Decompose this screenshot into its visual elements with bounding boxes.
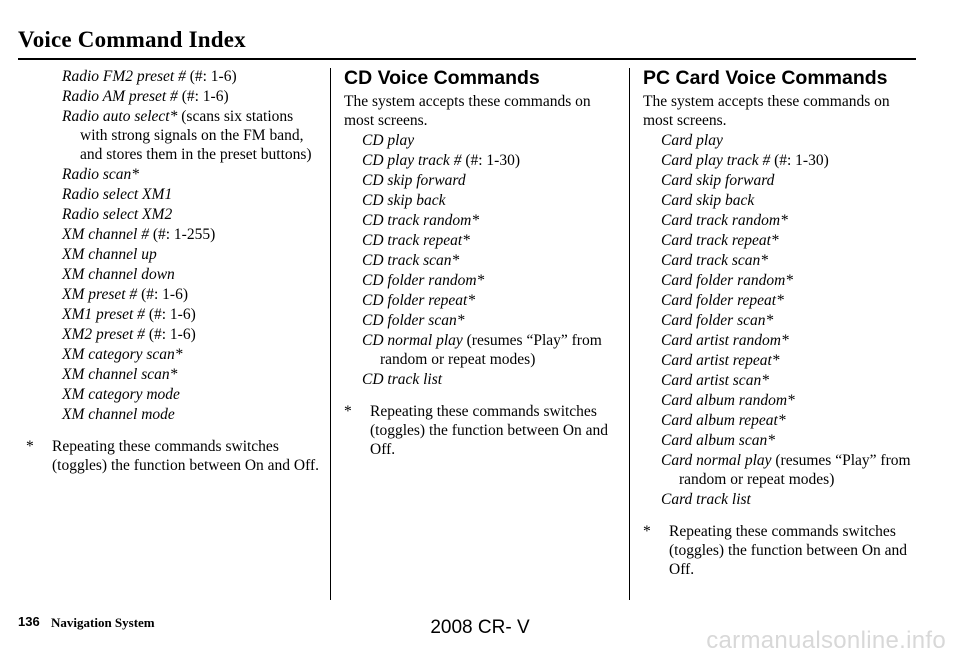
- command-name: Card album repeat*: [661, 412, 786, 429]
- command-item: [661, 351, 919, 370]
- title-rule: [18, 58, 916, 60]
- command-name: XM category mode: [62, 386, 180, 403]
- command-note: (#: 1-6): [144, 326, 196, 343]
- command-note: (#: 1-30): [461, 152, 520, 169]
- command-item: [661, 231, 919, 250]
- command-name: Card track repeat*: [661, 232, 779, 249]
- command-item: [44, 285, 320, 304]
- command-name: Radio scan*: [62, 166, 140, 183]
- command-name: Card play: [661, 132, 723, 149]
- command-item: [661, 371, 919, 390]
- command-item: [661, 431, 919, 450]
- column-divider: [330, 68, 331, 600]
- command-name: XM channel down: [62, 266, 175, 283]
- column-pc-card-commands: [643, 66, 919, 579]
- command-item: [661, 451, 919, 489]
- command-item: [44, 245, 320, 264]
- command-name: Card track list: [661, 491, 751, 508]
- footer-section-label: Navigation System: [51, 615, 155, 630]
- command-note: (#: 1-6): [177, 88, 229, 105]
- command-item: [661, 211, 919, 230]
- command-name: Card play track #: [661, 152, 771, 169]
- command-item: [44, 165, 320, 184]
- command-list: [362, 131, 620, 389]
- command-item: [362, 311, 620, 330]
- command-name: Card folder random*: [661, 272, 794, 289]
- command-note: (scans six stations with strong signals on the FM band, and stores them in the preset buttons): [80, 108, 312, 163]
- command-item: [661, 171, 919, 190]
- command-name: Card skip back: [661, 192, 755, 209]
- command-item: [362, 331, 620, 369]
- command-note: (resumes “Play” from random or repeat modes): [380, 332, 602, 368]
- command-name: CD track list: [362, 371, 443, 388]
- command-list: [62, 67, 320, 424]
- command-item: [44, 345, 320, 364]
- command-note: (#: 1-255): [148, 226, 216, 243]
- command-name: Radio FM2 preset #: [62, 68, 186, 85]
- command-name: XM category scan*: [62, 346, 183, 363]
- command-note: (resumes “Play” from random or repeat modes): [679, 452, 911, 488]
- footnote: [26, 437, 320, 475]
- footnote-text: Repeating these commands switches (toggles) the function between On and Off.: [669, 523, 908, 578]
- command-name: XM channel up: [62, 246, 157, 263]
- section-intro: The system accepts these commands on most screens.: [344, 93, 591, 129]
- command-item: [44, 265, 320, 284]
- command-item: [44, 205, 320, 224]
- command-name: XM2 preset #: [62, 326, 145, 343]
- command-name: CD skip back: [362, 192, 446, 209]
- command-item: [661, 391, 919, 410]
- footnote-marker: *: [344, 403, 352, 420]
- command-name: Card track random*: [661, 212, 788, 229]
- command-item: [362, 231, 620, 250]
- command-name: Card album scan*: [661, 432, 775, 449]
- command-item: [44, 305, 320, 324]
- command-item: [661, 490, 919, 509]
- command-item: [44, 385, 320, 404]
- command-name: Card artist scan*: [661, 372, 769, 389]
- command-name: Radio select XM2: [62, 206, 173, 223]
- command-name: Radio AM preset #: [62, 88, 178, 105]
- command-item: [661, 291, 919, 310]
- command-name: Radio auto select*: [62, 108, 178, 125]
- command-item: [362, 271, 620, 290]
- section-heading-cd: CD Voice Commands: [344, 67, 540, 89]
- command-note: (#: 1-6): [144, 306, 196, 323]
- page-title: Voice Command Index: [18, 27, 246, 52]
- command-item: [44, 67, 320, 86]
- command-item: [44, 185, 320, 204]
- command-item: [661, 131, 919, 150]
- footnote-text: Repeating these commands switches (toggles) the function between On and Off.: [52, 438, 320, 474]
- command-list: [661, 131, 919, 509]
- column-divider: [629, 68, 630, 600]
- command-name: Card artist random*: [661, 332, 789, 349]
- command-note: (#: 1-6): [137, 286, 188, 303]
- command-name: Card artist repeat*: [661, 352, 780, 369]
- command-item: [661, 271, 919, 290]
- model-watermark: 2008 CR- V: [430, 617, 530, 638]
- command-item: [362, 370, 620, 389]
- command-name: CD folder repeat*: [362, 292, 476, 309]
- footnote-text: Repeating these commands switches (toggles) the function between On and Off.: [370, 403, 609, 458]
- command-item: [362, 211, 620, 230]
- command-item: [661, 151, 919, 170]
- command-item: [661, 251, 919, 270]
- command-name: Card album random*: [661, 392, 795, 409]
- footnote-marker: *: [643, 523, 651, 540]
- command-name: Card folder scan*: [661, 312, 774, 329]
- command-name: Card normal play: [661, 452, 772, 469]
- command-name: CD play: [362, 132, 415, 149]
- command-name: CD skip forward: [362, 172, 466, 189]
- footnote: [344, 402, 620, 459]
- command-name: XM preset #: [62, 286, 138, 303]
- site-watermark: carmanualsonline.info: [706, 627, 946, 654]
- command-item: [44, 225, 320, 244]
- column-radio-xm: [26, 66, 320, 475]
- command-item: [661, 311, 919, 330]
- command-item: [362, 291, 620, 310]
- command-name: Radio select XM1: [62, 186, 173, 203]
- command-item: [44, 405, 320, 424]
- command-note: (#: 1-6): [185, 68, 237, 85]
- command-item: [661, 331, 919, 350]
- command-item: [44, 107, 320, 164]
- command-name: CD folder random*: [362, 272, 485, 289]
- footnote: [643, 522, 919, 579]
- command-name: CD track random*: [362, 212, 480, 229]
- command-name: XM1 preset #: [62, 306, 145, 323]
- command-name: CD track repeat*: [362, 232, 470, 249]
- section-intro: The system accepts these commands on most screens.: [643, 93, 890, 129]
- command-note: (#: 1-30): [770, 152, 829, 169]
- command-item: [362, 131, 620, 150]
- command-item: [362, 171, 620, 190]
- command-item: [661, 411, 919, 430]
- command-item: [362, 151, 620, 170]
- command-name: Card folder repeat*: [661, 292, 784, 309]
- command-item: [362, 191, 620, 210]
- column-cd-commands: [344, 66, 620, 459]
- command-item: [44, 87, 320, 106]
- command-item: [362, 251, 620, 270]
- command-item: [44, 365, 320, 384]
- command-name: CD play track #: [362, 152, 462, 169]
- command-name: CD track scan*: [362, 252, 460, 269]
- command-name: Card track scan*: [661, 252, 769, 269]
- command-name: XM channel mode: [62, 406, 175, 423]
- page-number: 136: [18, 614, 40, 629]
- section-heading-pc-card: PC Card Voice Commands: [643, 67, 888, 89]
- footnote-marker: *: [26, 438, 34, 455]
- command-item: [661, 191, 919, 210]
- command-name: XM channel #: [62, 226, 149, 243]
- command-item: [44, 325, 320, 344]
- command-name: Card skip forward: [661, 172, 775, 189]
- command-name: CD folder scan*: [362, 312, 465, 329]
- command-name: XM channel scan*: [62, 366, 178, 383]
- command-name: CD normal play: [362, 332, 463, 349]
